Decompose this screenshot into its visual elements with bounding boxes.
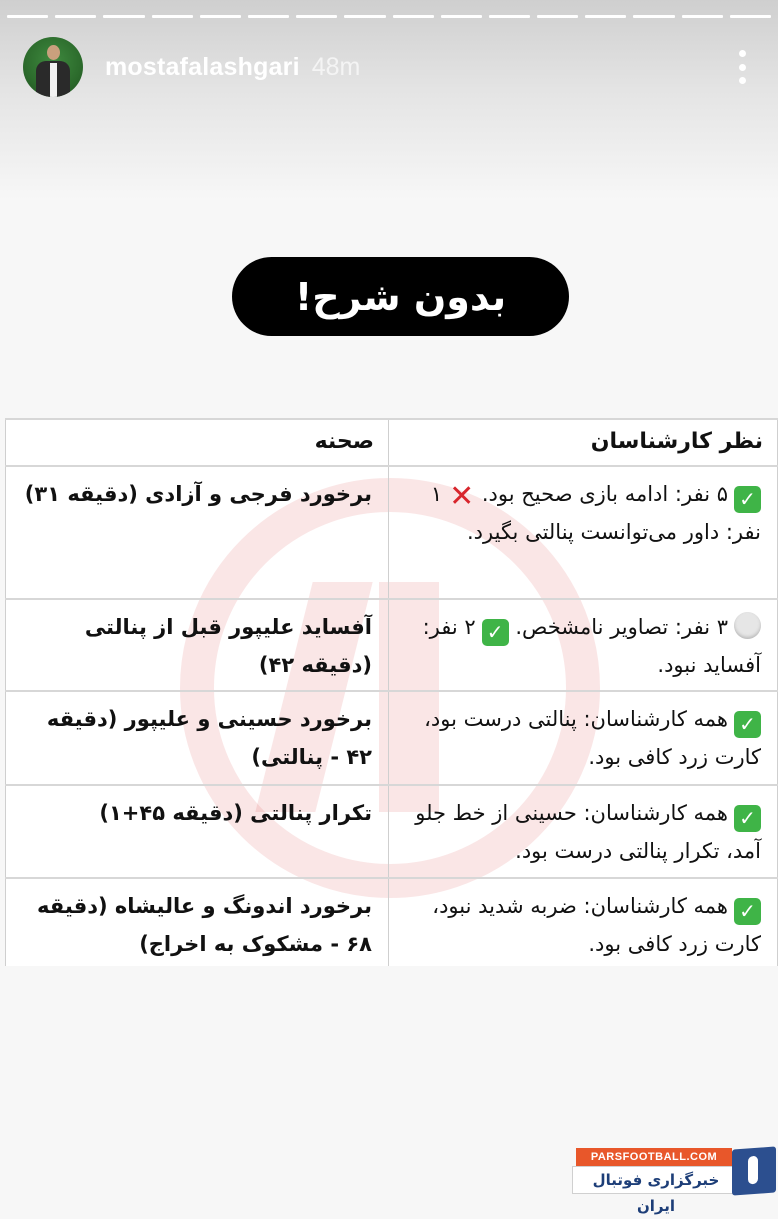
parsfootball-logo: [572, 1146, 778, 1215]
opinion-cell: [389, 691, 778, 785]
check-mark-icon: ✓: [734, 805, 761, 832]
check-mark-icon: ✓: [734, 898, 761, 925]
footballer-icon: [732, 1146, 776, 1195]
progress-segment: [152, 15, 193, 18]
opinion-cell: [389, 599, 778, 691]
title-sticker: بدون شرح!: [232, 257, 569, 336]
table: [5, 418, 778, 966]
opinion-text: همه کارشناسان: ضربه شدید نبود، کارت زرد کافی بود.: [432, 894, 761, 956]
header-scene: صحنه: [6, 419, 389, 466]
progress-segment: [682, 15, 723, 18]
opinion-cell: [389, 878, 778, 966]
white-circle-icon: [734, 612, 761, 639]
table-row: [6, 466, 778, 599]
check-mark-icon: ✓: [482, 619, 509, 646]
table-row: [6, 691, 778, 785]
logo-bottom-text: خبرگزاری فوتبال ایران: [572, 1166, 740, 1194]
progress-segment: [585, 15, 626, 18]
progress-segment: [393, 15, 434, 18]
logo-top-text: PARSFOOTBALL.COM: [576, 1148, 732, 1166]
progress-segment: [200, 15, 241, 18]
progress-segment: [489, 15, 530, 18]
opinion-text: ۳ نفر: تصاویر نامشخص.: [515, 615, 728, 639]
referee-opinion-table: [5, 418, 778, 966]
header-opinion: نظر کارشناسان: [389, 419, 778, 466]
post-time: 48m: [311, 52, 361, 81]
scene-cell: آفساید علیپور قبل از پنالتی (دقیقه ۴۲): [6, 599, 389, 691]
opinion-cell: [389, 785, 778, 878]
avatar-head: [47, 45, 60, 60]
dot: [739, 77, 746, 84]
progress-segment: [537, 15, 578, 18]
opinion-text: همه کارشناسان: حسینی از خط جلو آمد، تکرار پنالتی درست بود.: [415, 801, 761, 863]
progress-segment: [344, 15, 385, 18]
story-progress-bar: [7, 15, 771, 18]
table-row: [6, 599, 778, 691]
check-mark-icon: ✓: [734, 486, 761, 513]
opinion-text: ۲ نفر: آفساید نبود.: [422, 615, 761, 677]
dot: [739, 50, 746, 57]
dot: [739, 64, 746, 71]
scene-cell: برخورد اندونگ و عالیشاه (دقیقه ۶۸ - مشکوک به اخراج): [6, 878, 389, 966]
scene-cell: تکرار پنالتی (دقیقه ۴۵+۱): [6, 785, 389, 878]
story-header: [23, 36, 748, 98]
table-row: [6, 878, 778, 966]
opinion-text: ۵ نفر: ادامه بازی صحیح بود.: [481, 482, 728, 506]
progress-segment: [633, 15, 674, 18]
opinion-cell: [389, 466, 778, 599]
avatar[interactable]: [23, 37, 83, 97]
scene-cell: برخورد حسینی و علیپور (دقیقه ۴۲ - پنالتی): [6, 691, 389, 785]
progress-segment: [248, 15, 289, 18]
table-row: [6, 785, 778, 878]
opinion-text: همه کارشناسان: پنالتی درست بود، کارت زرد کافی بود.: [424, 707, 761, 769]
progress-segment: [103, 15, 144, 18]
progress-segment: [55, 15, 96, 18]
story-top-gradient: [0, 0, 778, 200]
check-mark-icon: ✓: [734, 711, 761, 738]
avatar-shirt: [50, 63, 57, 97]
progress-segment: [441, 15, 482, 18]
username[interactable]: mostafalashgari: [105, 52, 300, 81]
vertical-ellipsis-icon[interactable]: [736, 50, 748, 84]
progress-segment: [7, 15, 48, 18]
progress-segment: [730, 15, 771, 18]
progress-segment: [296, 15, 337, 18]
cross-mark-icon: ✕: [449, 479, 475, 514]
scene-cell: برخورد فرجی و آزادی (دقیقه ۳۱): [6, 466, 389, 599]
opinion-text: ۱ نفر: داور می‌توانست پنالتی بگیرد.: [430, 482, 761, 544]
table-header-row: [6, 419, 778, 466]
